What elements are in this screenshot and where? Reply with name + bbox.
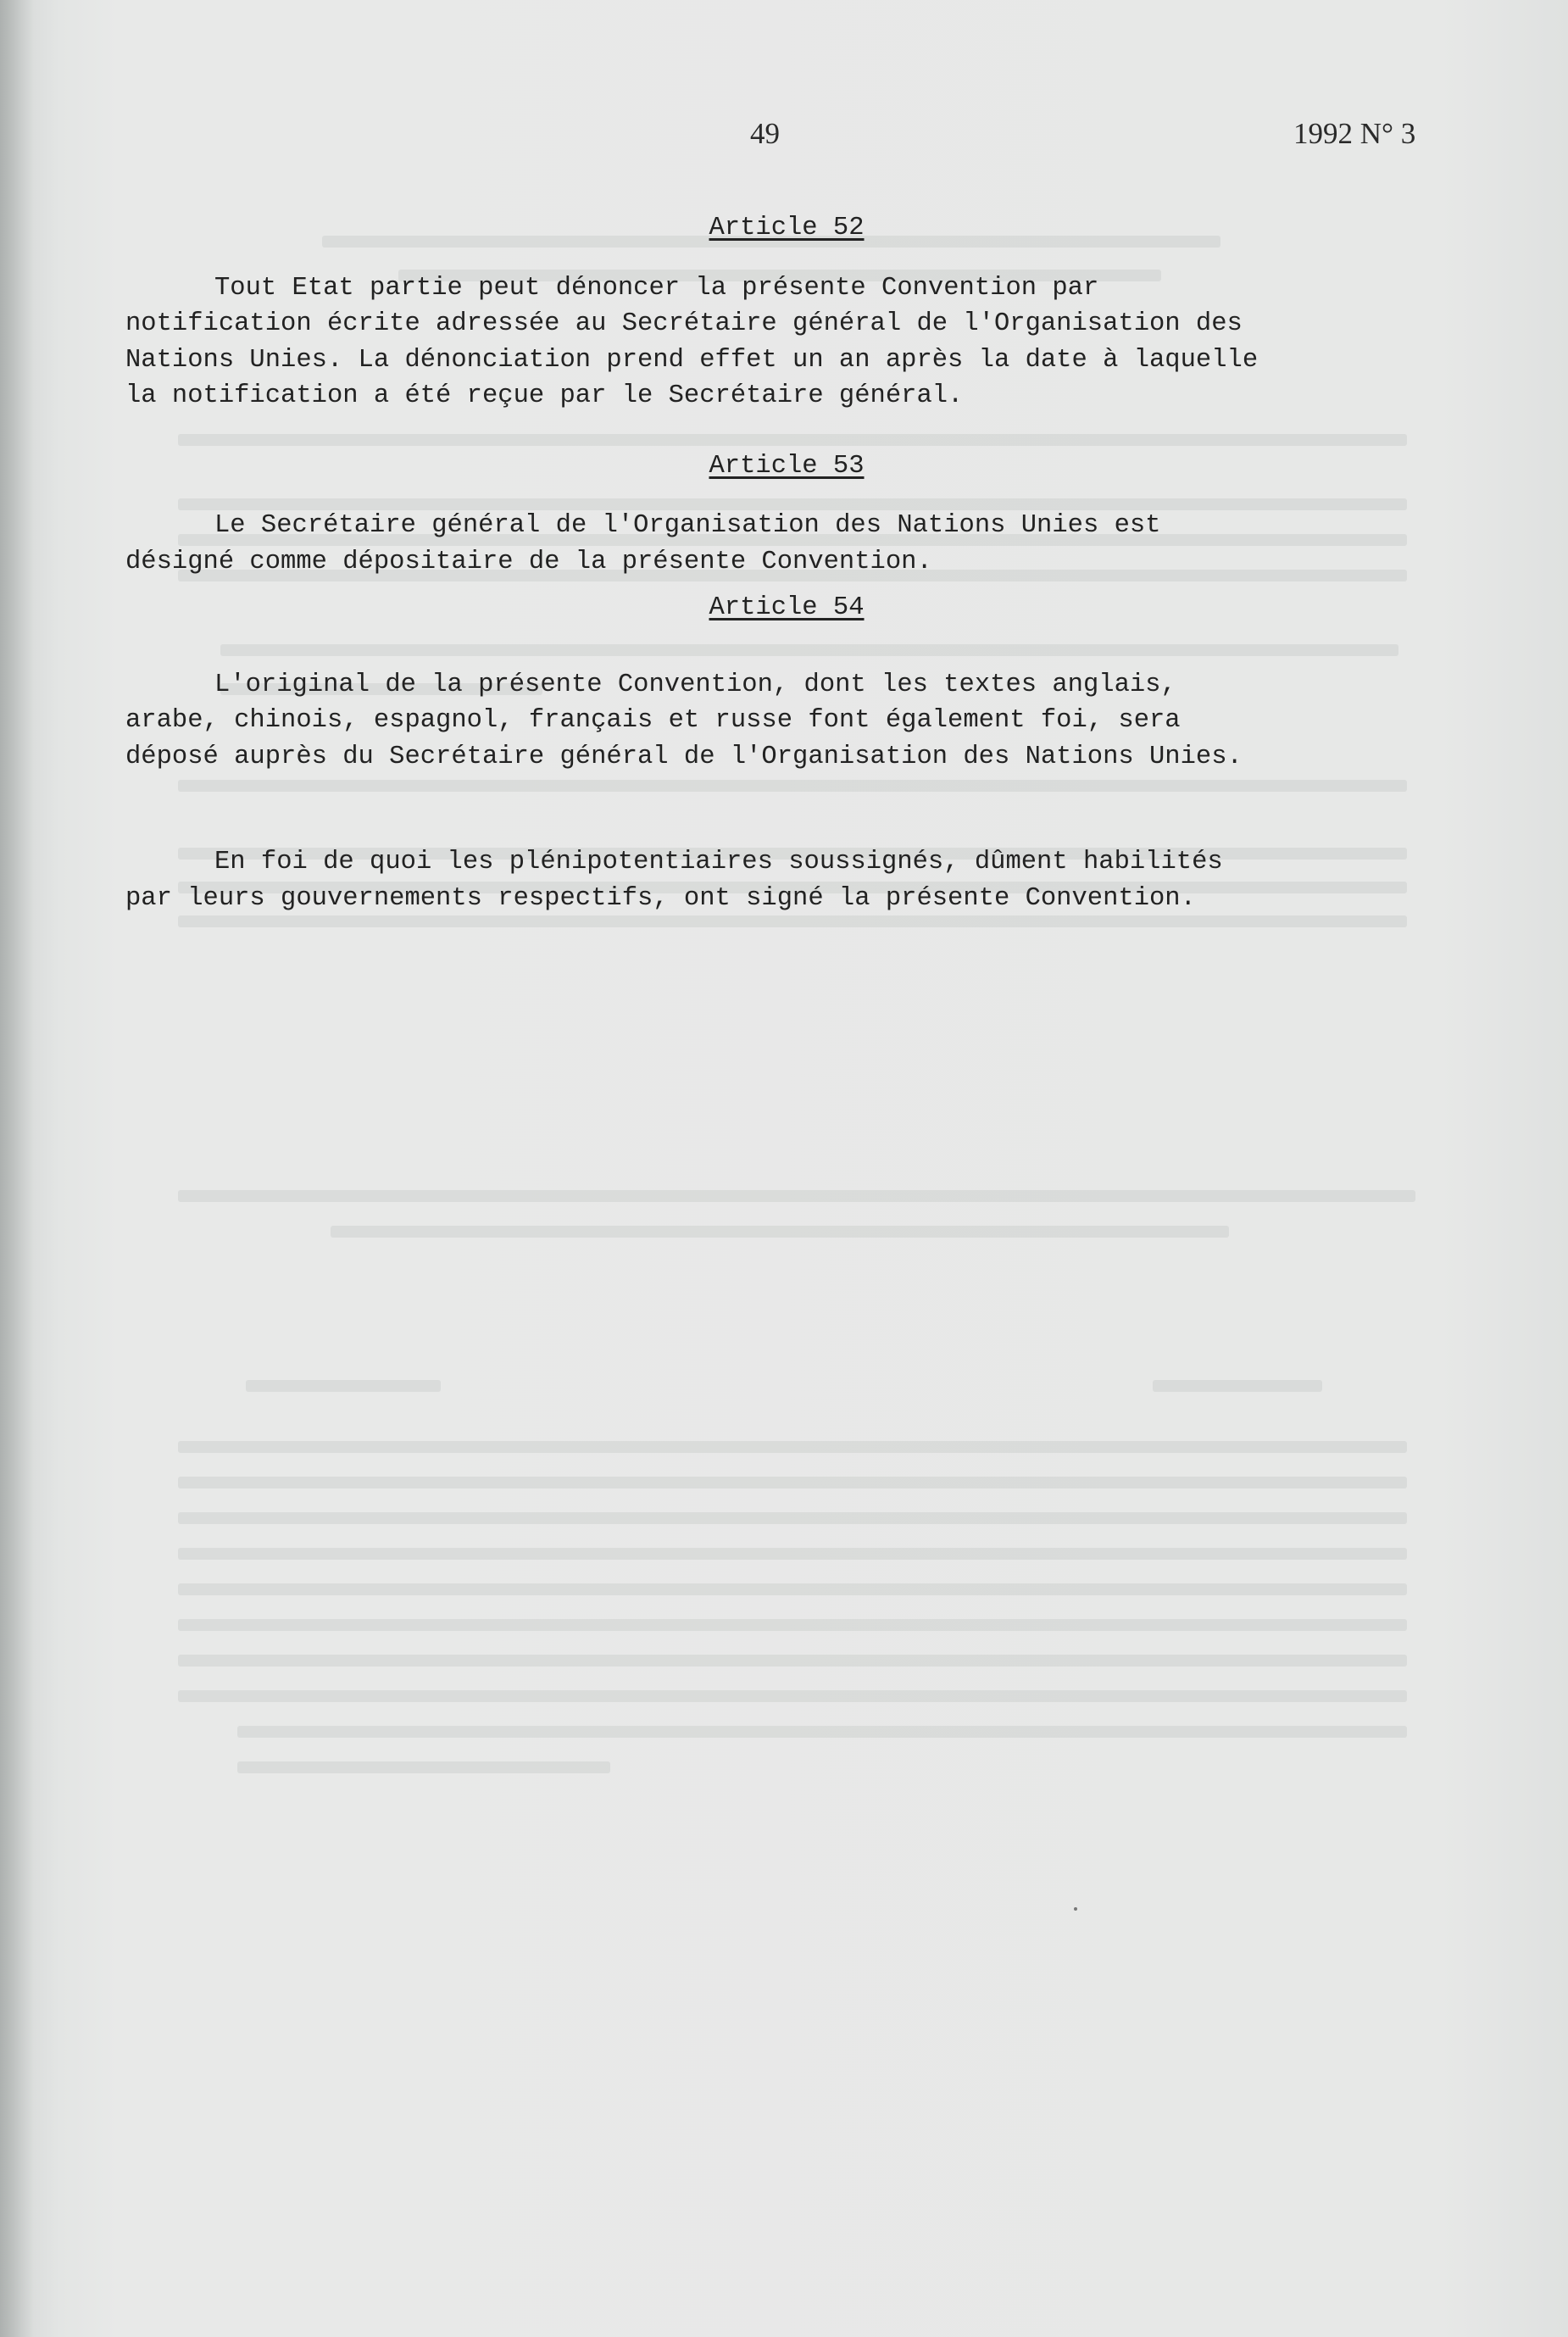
text-line: arabe, chinois, espagnol, français et russe font également foi, sera xyxy=(125,706,1181,735)
page-header xyxy=(0,117,1568,159)
binding-gutter-shadow xyxy=(0,0,34,2337)
article-54-paragraph xyxy=(125,667,1448,776)
article-53-heading: Article 53 xyxy=(709,451,865,481)
text-line: En foi de quoi les plénipotentiaires soussignés, dûment habilités xyxy=(214,848,1223,876)
closing-paragraph xyxy=(125,844,1448,916)
article-52-paragraph xyxy=(125,270,1448,415)
article-52-heading: Article 52 xyxy=(709,214,865,242)
journal-issue: 1992 N° 3 xyxy=(1293,117,1416,150)
text-line: désigné comme dépositaire de la présente Convention. xyxy=(125,547,932,576)
article-53-paragraph xyxy=(125,508,1448,580)
text-line: Nations Unies. La dénonciation prend effet un an après la date à laquelle xyxy=(125,345,1259,375)
text-line: Tout Etat partie peut dénoncer la présente Convention par xyxy=(214,273,1099,303)
text-line: par leurs gouvernements respectifs, ont signé la présente Convention. xyxy=(125,883,1196,913)
text-line: la notification a été reçue par le Secrétaire général. xyxy=(125,381,964,410)
text-line: L'original de la présente Convention, dont les textes anglais, xyxy=(214,670,1176,699)
text-line: déposé auprès du Secrétaire général de l'Organisation des Nations Unies. xyxy=(125,742,1243,771)
ink-speck xyxy=(1074,1907,1077,1911)
document-body xyxy=(125,210,1448,916)
text-line: Le Secrétaire général de l'Organisation des Nations Unies est xyxy=(214,511,1161,540)
text-line: notification écrite adressée au Secrétaire général de l'Organisation des xyxy=(125,309,1243,338)
page-number: 49 xyxy=(750,117,780,150)
article-54-heading: Article 54 xyxy=(709,593,865,622)
